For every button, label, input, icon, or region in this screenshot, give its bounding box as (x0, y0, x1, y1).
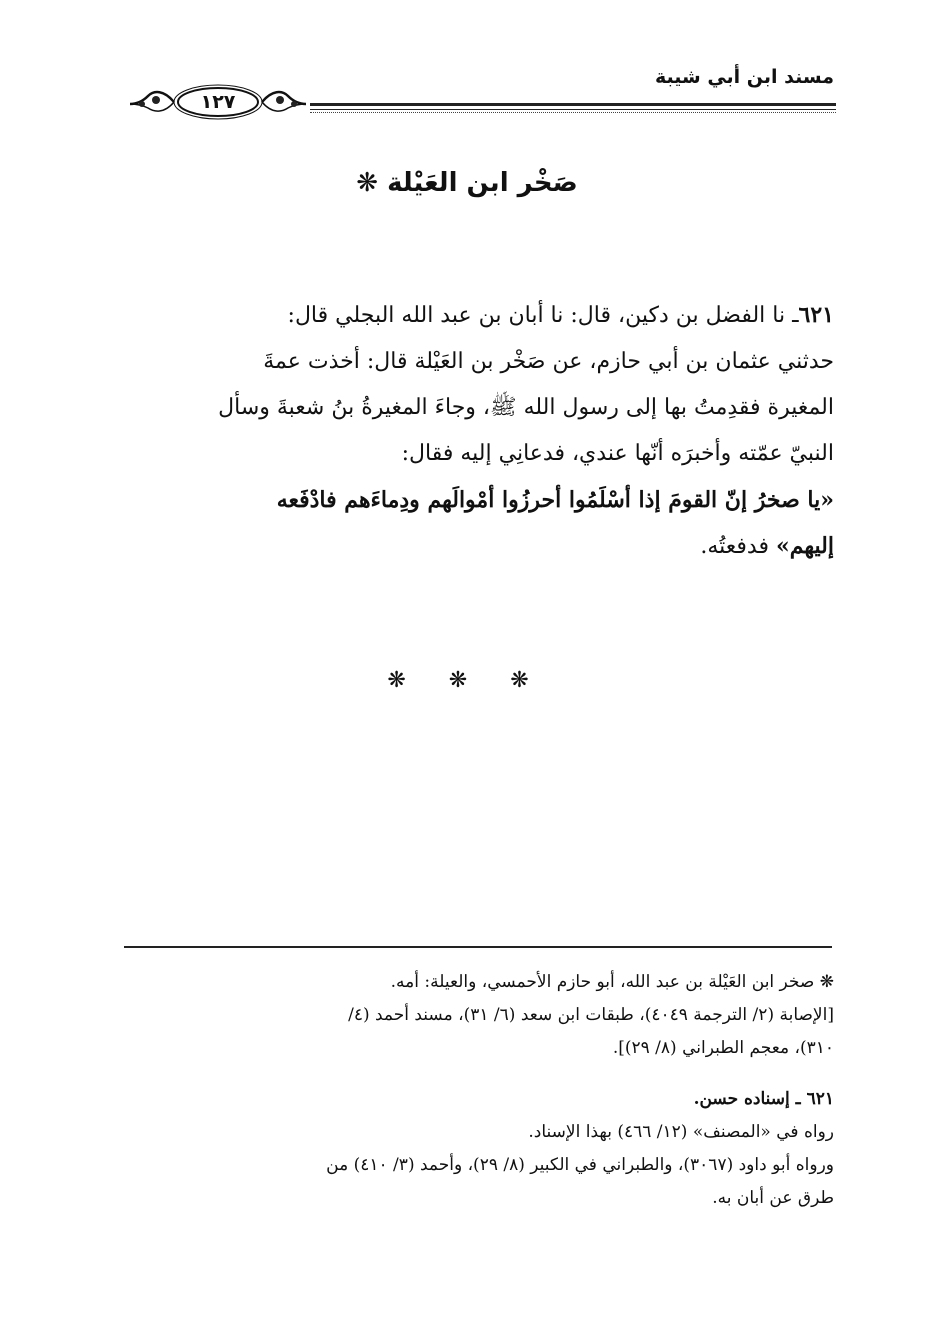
footnote-rule (124, 946, 832, 948)
takhrij-line-3: طرق عن أبان به. (712, 1188, 834, 1208)
takhrij-heading: ٦٢١ ـ إسناده حسن. (693, 1089, 834, 1109)
prophetic-quote-end: إليهم» (776, 533, 834, 559)
takhrij-line-1: رواه في «المصنف» (١٢/ ٤٦٦) بهذا الإسناد. (528, 1122, 834, 1142)
prophetic-quote-line-1: «يا صخرُ إنّ القومَ إذا أسْلَمُوا أحرزُوا أمْوالَهم ودِماءَهم فادْفَعه (276, 487, 834, 513)
running-title: مسند ابن أبي شيبة (654, 66, 834, 88)
header-rule (310, 103, 836, 110)
hadith-line-2: حدثني عثمان بن أبي حازم، عن صَخْر بن العَيْلة قال: أخذت عمةَ (263, 349, 834, 374)
footnote-gap (124, 1065, 834, 1083)
takhrij-line-2: ورواه أبو داود (٣٠٦٧)، والطبراني في الكبير (٨/ ٢٩)، وأحمد (٣/ ٤١٠) من (326, 1155, 834, 1175)
chapter-title: صَخْر ابن العَيْلة ❋ (356, 168, 578, 198)
hadith-text (120, 292, 834, 570)
biography-footnote-line-2: [الإصابة (٢/ الترجمة ٤٠٤٩)، طبقات ابن سعد (٦/ ٣١)، مسند أحمد (٤/ (348, 1005, 834, 1025)
hadith-number: ٦٢١ (798, 302, 834, 328)
header-dotted-rule (310, 112, 836, 113)
page-number-ornament (126, 82, 310, 122)
prophetic-quote-line-2 (120, 523, 834, 570)
hadith-text-line: ـ نا الفضل بن دكين، قال: نا أبان بن عبد الله البجلي قال: (287, 303, 799, 328)
hadith-line-1 (120, 292, 834, 339)
biography-footnote-line-1: ❋ صخر ابن العَيْلة بن عبد الله، أبو حازم الأحمسي، والعيلة: أمه. (390, 972, 834, 992)
biography-footnote-line-3: ٣١٠)، معجم الطبراني (٨/ ٢٩)]. (612, 1038, 834, 1058)
footnotes (124, 966, 834, 1215)
section-separator: ❋ ❋ ❋ (387, 668, 547, 693)
hadith-line-4: النبيّ عمّته وأخبرَه أنّها عندي، فدعانِي إليه فقال: (401, 441, 834, 466)
hadith-line-3: المغيرة فقدِمتُ بها إلى رسول الله ﷺ، وجاءَ المغيرةُ بنُ شعبةَ وسأل (218, 395, 834, 420)
hadith-ending: فدفعتُه. (700, 534, 776, 559)
page-number: ١٢٧ (200, 91, 236, 113)
